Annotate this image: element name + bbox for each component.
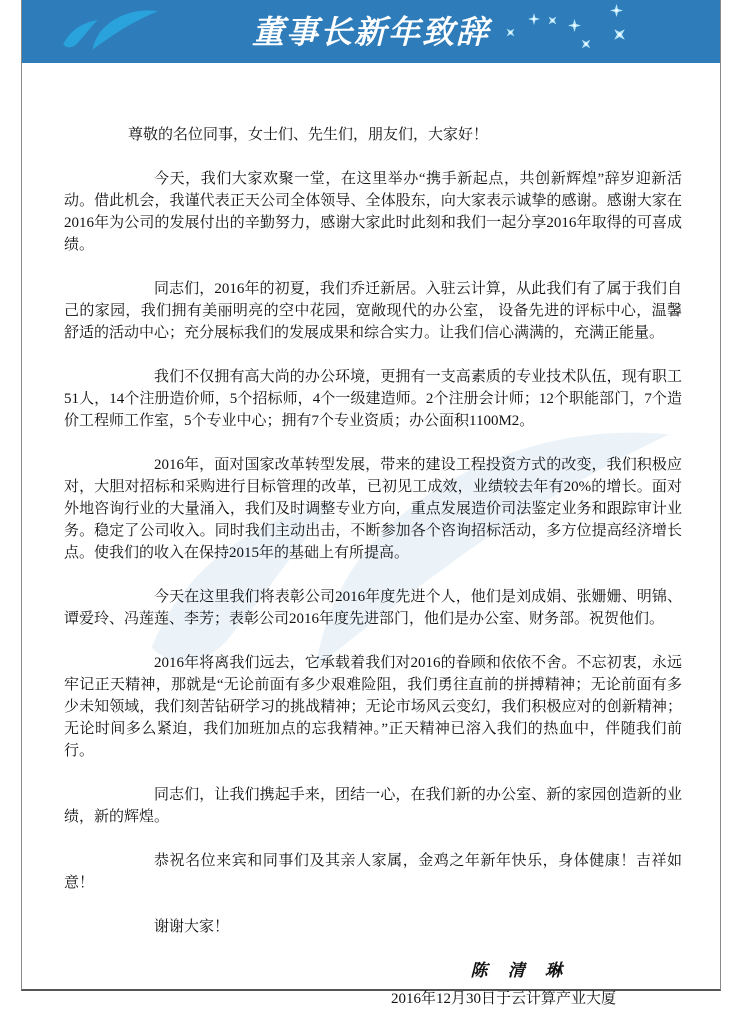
sparkle-star-icon	[578, 36, 595, 53]
paragraph: 2016年，面对国家改革转型发展，带来的建设工程投资方式的改变，我们积极应对，大胆对招标和采购进行目标管理的改革，已初见工成效，业绩较去年有20%的增长。面对外地咨询行业的大量涌入，我们及时调整专业方向，重点发展造价司法鉴定业务和跟踪审计业务。稳定了公司收入。同时我们主动出击，不断参加各个咨询招标活动，多方位提高经济增长点。使我们的收入在保持2015年的基础上有所提高。	[64, 457, 682, 561]
sparkle-star-icon	[568, 19, 581, 32]
paragraph: 同志们，让我们携起手来，团结一心，在我们新的办公室、新的家园创造新的业绩，新的辉煌。	[64, 787, 682, 825]
paragraph: 尊敬的名位同事，女士们、先生们，朋友们，大家好！	[128, 127, 489, 143]
speech-body	[64, 124, 682, 938]
sparkle-star-icon	[609, 24, 630, 45]
speech-content	[22, 63, 720, 1010]
paragraph: 今天在这里我们将表彰公司2016年度先进个人，他们是刘成娟、张姗姗、明锦、谭爱玲、冯莲莲、李芳；表彰公司2016年度先进部门，他们是办公室、财务部。祝贺他们。	[64, 589, 682, 627]
sparkle-stars	[22, 0, 720, 63]
sparkle-star-icon	[528, 13, 540, 25]
sparkle-star-icon	[545, 13, 561, 29]
sparkle-star-icon	[503, 25, 519, 41]
paragraph: 恭祝名位来宾和同事们及其亲人家属，金鸡之年新年快乐，身体健康！吉祥如意！	[64, 853, 682, 891]
page-title: 董事长新年致辞	[251, 14, 490, 50]
paragraph: 我们不仅拥有高大尚的办公环境，更拥有一支高素质的专业技术队伍，现有职工51人，14个注册造价师，5个招标师，4个一级建造师。2个注册会计师；12个职能部门，7个造价工程师工作室，5个专业中心；拥有7个专业资质；办公面积1100M2。	[64, 369, 682, 429]
paragraph: 谢谢大家！	[154, 919, 230, 935]
paragraph: 2016年将离我们远去，它承载着我们对2016的眷顾和依依不舍。不忘初衷，永远牢记正天精神，那就是“无论前面有多少艰难险阻，我们勇往直前的拼搏精神；无论前面有多少未知领域，我们刻苦钻研学习的挑战精神；无论市场风云变幻，我们积极应对的创新精神；无论时间多么紧迫，我们加班加点的忘我精神。”正天精神已溶入我们的热血中，伴随我们前行。	[64, 655, 682, 759]
sparkle-star-icon	[610, 4, 623, 17]
document-page	[21, 0, 721, 1007]
header-band	[22, 0, 720, 63]
signature-name: 陈 清 琳	[470, 961, 570, 980]
paragraph: 今天，我们大家欢聚一堂，在这里举办“携手新起点，共创新辉煌”辞岁迎新活动。借此机会，我谨代表正天公司全体领导、全体股东，向大家表示诚挚的感谢。感谢大家在2016年为公司的发展付出的辛勤努力，感谢大家此时此刻和我们一起分享2016年取得的可喜成绩。	[64, 171, 682, 253]
paragraph: 同志们，2016年的初夏，我们乔迁新居。入驻云计算，从此我们有了属于我们自己的家园，我们拥有美丽明亮的空中花园，宽敞现代的办公室， 设备先进的评标中心，温馨舒适的活动中心；充分展标我们的发展成果和综合实力。让我们信心满满的，充满正能量。	[64, 281, 682, 341]
signature-dateline: 2016年12月30日于云计算产业大厦	[390, 991, 616, 1007]
